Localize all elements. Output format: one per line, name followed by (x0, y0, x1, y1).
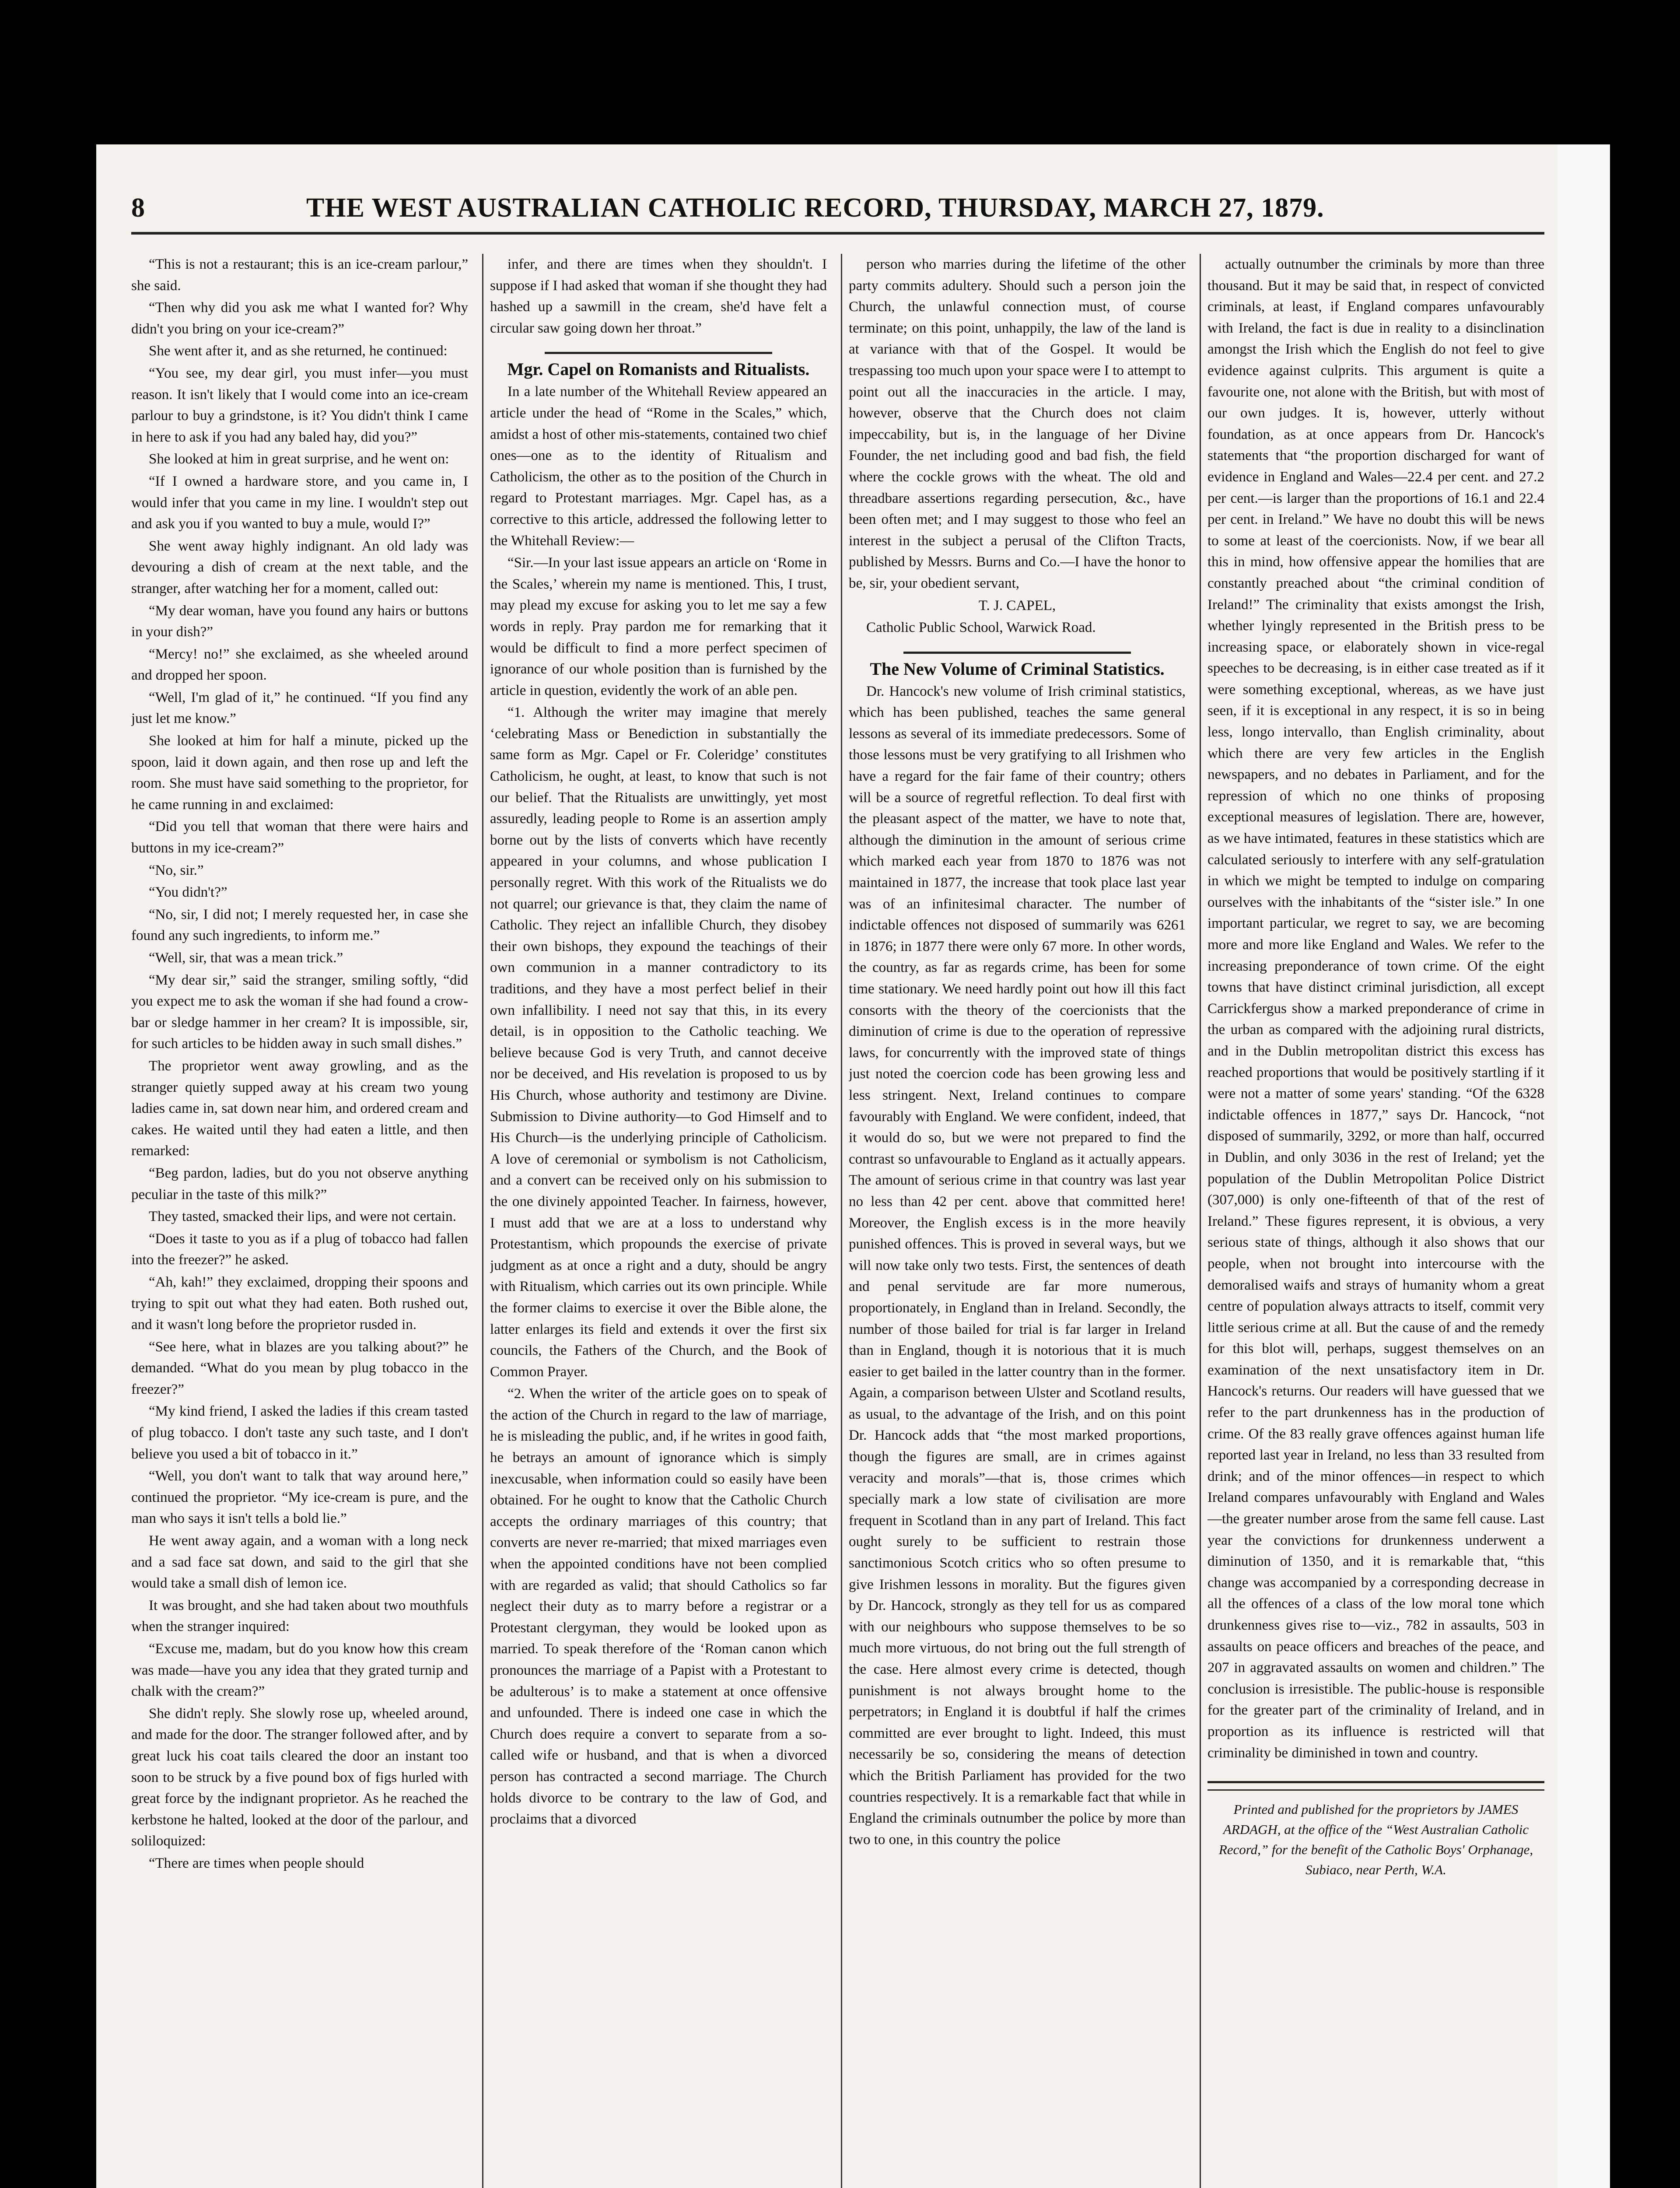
column-3 (849, 254, 1186, 2188)
paragraph: “2. When the writer of the article goes on to speak of the action of the Church in regard to the law of marriage, he is misleading the public, and, if he writes in good faith, he betrays an amount of ignorance which is simply inexcusable, when information could so easily have been obtained. For he ought to know that the Catholic Church accepts the ordinary marriages of this country; that converts are never re-married; that mixed marriages even when the appointed conditions have not been complied with are regarded as valid; that should Catholics so far neglect their duty as to marry before a registrar or a Protestant clergyman, they would be looked upon as married. To speak therefore of the ‘Roman canon which pronounces the marriage of a Papist with a Protestant to be adulterous’ is to make a statement at once offensive and unfounded. There is indeed one case in which the Church does require a convert to separate from a so-called wife or husband, and that is when a divorced person has contracted a second marriage. The Church holds divorce to be contrary to the law of God, and proclaims that a divorced (490, 1386, 827, 1827)
paragraph: “Did you tell that woman that there were hairs and buttons in my ice-cream?” (131, 819, 468, 856)
paragraph: She didn't reply. She slowly rose up, wheeled around, and made for the door. The stranger followed after, and by great luck his coat tails cleared the door an instant too soon to be struck by a five pound box of figs hurled with great force by the indignant proprietor. As he reached the kerbstone he halted, looked at the door of the parlour, and soliloquized: (131, 1705, 468, 1849)
columns (131, 254, 1544, 2188)
paragraph: He went away again, and a woman with a long neck and a sad face sat down, and said to the girl that she would take a small dish of lemon ice. (131, 1533, 468, 1592)
paragraph: They tasted, smacked their lips, and were not certain. (149, 1209, 456, 1225)
paragraph: person who marries during the lifetime of the other party commits adultery. Should such a person join the Church, the unlawful connection must, of course terminate; on this point, unhappily, the law of the land is at variance with that of the Gospel. It would be trespassing too much upon your space were I to attempt to point out all the inaccuracies in the article. I may, however, observe that the Church does not claim impeccability, but is, in the language of her Divine Founder, the net including good and bad fish, the field where the cockle grows with the wheat. The old and threadbare assertions regarding persecution, &c., have been often met; and I may suggest to those who feel an interest in the subject a perusal of the Clifton Tracts, published by Messrs. Burns and Co.—I have the honor to be, sir, your obedient servant, (849, 256, 1186, 591)
paragraph: “If I owned a hardware store, and you came in, I would infer that you came in my line. I wouldn't step out and ask you if you wanted to buy a mule, would I?” (131, 473, 468, 532)
paragraph: “Ah, kah!” they exclaimed, dropping their spoons and trying to spit out what they had eaten. Both rushed out, and it wasn't long before the proprietor rusded in. (131, 1274, 468, 1333)
paragraph: “1. Although the writer may imagine that merely ‘celebrating Mass or Benediction in substantially the same form as Mgr. Capel or Fr. Coleridge’ constitutes Catholicism, he ought, at least, to know that such is not our belief. That the Ritualists are unwittingly, yet most assuredly, leading people to Rome is an assertion amply borne out by the lists of converts which have recently appeared in your columns, and whose publication I personally regret. With this work of the Ritualists we do not quarrel; our grievance is that, they claim the name of Catholic. They reject an infallible Church, they disobey their own bishops, they expound the teachings of their own communion in a manner contradictory to its traditions, and they have a most perfect belief in their own infallibility. I need not say that this, in its every detail, is in opposition to the Catholic teaching. We believe because God is very Truth, and cannot deceive nor be deceived, and His revelation is proposed to us by His Church, whose authority and testimony are Divine. Submission to Divine authority—to God Himself and to His Church—is the underlying principle of Catholicism. A love of ceremonial or symbolism is not Catholicism, and a convert can be received only on his submission to the one divinely appointed Teacher. In fairness, however, I must add that we are at a loss to understand why Protestantism, which propounds the exercise of private judgment as at once a right and a duty, should be angry with Ritualism, which carries out its own principle. While the former claims to exercise it over the Bible alone, the latter enlarges its field and extends it over the first six councils, the Fathers of the Church, and the Book of Common Prayer. (490, 705, 827, 1380)
paragraph: “Excuse me, madam, but do you know how this cream was made—have you any idea that they grated turnip and chalk with the cream?” (131, 1641, 468, 1700)
paragraph: “Well, sir, that was a mean trick.” (149, 950, 343, 966)
paragraph: “Well, you don't want to talk that way around here,” continued the proprietor. “My ice-cream is pure, and the man who says it isn't tells a bold lie.” (131, 1468, 468, 1527)
imprint: Printed and published for the proprietors by JAMES ARDAGH, at the office of the “West Australian Catholic Record,” for the benefit of the Catholic Boys' Orphanage, Subiaco, near Perth, W.A. (1218, 1802, 1533, 1878)
letter-address: Catholic Public School, Warwick Road. (866, 620, 1096, 636)
paragraph: “Does it taste to you as if a plug of tobacco had fallen into the freezer?” he asked. (131, 1231, 468, 1268)
paragraph: “No, sir.” (149, 862, 204, 878)
article-heading: Mgr. Capel on Romanists and Ritualists. (507, 359, 810, 379)
paragraph: She looked at him for half a minute, picked up the spoon, laid it down again, and then rose up and left the room. She must have said something to the proprietor, for he came running in and exclaimed: (131, 733, 468, 813)
paragraph: “See here, what in blazes are you talking about?” he demanded. “What do you mean by plug tobacco in the freezer?” (131, 1339, 468, 1397)
paragraph: “Mercy! no!” she exclaimed, as she wheeled around and dropped her spoon. (131, 646, 468, 684)
paragraph: actually outnumber the criminals by more than three thousand. But it may be said that, in respect of convicted criminals, at least, if England compares unfavourably with Ireland, the fact is due in reality to a disinclination amongst the Irish which the English do not feel to give evidence against culprits. This argument is quite a favourite one, not alone with the British, but with most of our own judges. It is, however, utterly without foundation, as at once appears from Dr. Hancock's statements that “the proportion discharged for want of evidence in England and Wales—22.4 per cent. and 27.2 per cent.—is larger than the proportions of 16.1 and 22.4 per cent. in Ireland.” We have no doubt this will be news to some at least of the coercionists. Now, if we bear all this in mind, how offensive appear the homilies that are constantly preached about “the criminal condition of Ireland!” The criminality that exists amongst the Irish, whether lyingly represented in the British press to be increasing space, or elaborately shown in vice-regal speeches to be decreasing, is in either case treated as if it were something exceptional, whereas, as we have just seen, if it is exceptional in any respect, it is so in being less, longo intervallo, than English criminality, about which there are very few articles in the English newspapers, and no debates in Parliament, and for the repression of which no one thinks of proposing exceptional measures of legislation. There are, however, as we have intimated, features in these statistics which are calculated seriously to interfere with any self-gratulation in which we might be tempted to indulge on comparing ourselves with the inhabitants of the “sister isle.” In one important particular, we regret to say, we are becoming more and more like England and Wales. We refer to the increasing preponderance of town crime. Of the eight towns that have distinct criminal jurisdiction, all except Carrickfergus show a marked preponderance of crime in the urban as compared with the adjoining rural districts, and in the Dublin metropolitan district this excess has reached proportions that would be positively startling if it were not a matter of some years' standing. “Of the 6328 indictable offences in 1877,” says Dr. Hancock, “not disposed of summarily, 3292, or more than half, occurred in Dublin, and only 3036 in the rest of Ireland; yet the population of the Dublin Metropolitan Police District (307,000) is only one-fifteenth of that of the rest of Ireland.” These figures represent, it is obvious, a very serious state of things, although it also shows that our people, when not brought into intercourse with the demoralised waifs and strays of humanity whom a great centre of population always attracts to itself, commit very little serious crime at all. But the cause of and the remedy for this blot will, perhaps, suggest themselves on an examination of the next unsatisfactory item in Dr. Hancock's returns. Our readers will have guessed that we refer to the part drunkenness has in the production of crime. Of the 83 really grave offences against human life reported last year in Ireland, no less than 33 resulted from drink; and of the minor offences—in respect to which Ireland compares unfavourably with England and Wales—the greater number arose from the same fell cause. Last year the convictions for drunkenness underwent a diminution of 1350, and it is remarkable that, “this change was accompanied by a corresponding decrease in all the offences of a class of the low moral tone which drunkenness gives rise to—viz., 782 in assaults, 503 in assaults on peace officers and breaches of the peace, and 207 in aggravated assaults on women and children.” The conclusion is irresistible. The public-house is responsible for the greater part of the criminality of Ireland, and in proportion as its influence is restricted will that criminality be diminished in town and country. (1208, 256, 1544, 1761)
paragraph: “There are times when people should (149, 1855, 364, 1871)
column-rule (841, 254, 842, 2188)
paragraph: Dr. Hancock's new volume of Irish criminal statistics, which has been published, teaches the same general lessons as several of its immediate predecessors. Some of those lessons must be very gratifying to all Irishmen who have a regard for the fair fame of their country; others will be a source of regretful reflection. To deal first with the pleasant aspect of the matter, we have to note that, although the diminution in the amount of serious crime which marked each year from 1870 to 1876 was not maintained in 1877, the increase that took place last year was of an infinitesimal character. The number of indictable offences not disposed of summarily was 6261 in 1876; in 1877 there were only 67 more. In other words, the country, as far as regards crime, has been for some time stationary. We need hardly point out how ill this fact consorts with the theory of the coercionists that the diminution of crime is due to the operation of repressive laws, for concurrently with the improved state of things just noted the coercion code has been growing less and less stringent. Next, Ireland continues to compare favourably with England. We were confident, indeed, that it would do so, but we were not prepared to find the contrast so unfavourable to England as it actually appears. The amount of serious crime in that country was last year no less than 42 per cent. above that committed here! Moreover, the English excess is in the more heavily punished offences. This is proved in several ways, but we will now take only two tests. First, the sentences of death and penal servitude are far more numerous, proportionately, in England than in Ireland. Secondly, the number of those bailed for trial is far larger in Ireland than in England, though it is notorious that it is much easier to get bailed in the latter country than in the former. Again, a comparison between Ulster and Scotland results, as usual, to the advantage of the Irish, and on this point Dr. Hancock adds that “the most marked proportions, though the figures are small, are in crimes against veracity and morals”—that is, those crimes which specially mark a low state of civilisation are more frequent in Scotland than in any part of Ireland. This fact ought surely to be sufficient to restrain those sanctimonious Scotch critics who so often presume to give Irishmen lessons in morality. But the figures given by Dr. Hancock, strongly as they tell for us as compared with our neighbours who suppose themselves to be so much more virtuous, do not bring out the full strength of the case. Here almost every crime is detected, though punishment is not always brought home to the perpetrators; in England it is doubtful if half the crimes committed are ever brought to light. Indeed, this must necessarily be so, considering the means of detection which the British Parliament has provided for the two countries respectively. It is a remarkable fact that while in England the criminals outnumber the police by more than two to one, in this country the police (849, 683, 1186, 1848)
page-edge (1558, 144, 1610, 2188)
paragraph: In a late number of the Whitehall Review appeared an article under the head of “Rome in the Scales,” which, amidst a host of other mis-statements, contained two chief ones—one as to the identity of Ritualism and Catholicism, the other as to the position of the Church in regard to Protestant marriages. Mgr. Capel has, as a corrective to this article, addressed the following letter to the Whitehall Review:— (490, 384, 827, 549)
section-divider (545, 352, 772, 354)
paragraph: “You didn't?” (149, 884, 228, 901)
paragraph: “My dear sir,” said the stranger, smiling softly, “did you expect me to ask the woman if she had found a crow-bar or sledge hammer in her cream? It is impossible, sir, for such articles to be hidden away in such small dishes.” (131, 972, 468, 1052)
paragraph: infer, and there are times when they shouldn't. I suppose if I had asked that woman if she thought they had hashed up a sawmill in the cream, she'd have felt a circular saw going down her throat.” (490, 256, 827, 336)
article-heading: The New Volume of Criminal Statistics. (870, 659, 1165, 679)
column-4 (1208, 254, 1544, 2188)
page-number: 8 (131, 193, 145, 223)
paragraph: She went away highly indignant. An old lady was devouring a dish of cream at the next table, and the stranger, after watching her for a moment, called out: (131, 538, 468, 596)
column-rule (1200, 254, 1201, 2188)
column-rule (482, 254, 483, 2188)
paragraph: It was brought, and she had taken about two mouthfuls when the stranger inquired: (131, 1597, 468, 1635)
paragraph: She looked at him in great surprise, and he went on: (149, 451, 449, 467)
paragraph: “You see, my dear girl, you must infer—you must reason. It isn't likely that I would come into an ice-cream parlour to buy a grindstone, is it? You didn't think I came in here to ask if you had any baled hay, did you?” (131, 365, 468, 445)
paragraph: She went after it, and as she returned, he continued: (149, 343, 448, 359)
column-2 (490, 254, 827, 2188)
paragraph: “No, sir, I did not; I merely requested her, in case she found any such ingredients, to inform me.” (131, 906, 468, 944)
paragraph: “This is not a restaurant; this is an ice-cream parlour,” she said. (131, 256, 468, 294)
paragraph: The proprietor went away growling, and as the stranger quietly supped away at his cream two young ladies came in, sat down near him, and ordered cream and cakes. He waited until they had eaten a little, and then remarked: (131, 1058, 468, 1159)
paragraph: “My dear woman, have you found any hairs or buttons in your dish?” (131, 603, 468, 640)
column-1 (131, 254, 468, 2188)
paragraph: “Sir.—In your last issue appears an article on ‘Rome in the Scales,’ wherein my name is mentioned. This, I trust, may plead my excuse for asking you to let me say a few words in reply. Pray pardon me for remarking that it would be difficult to find a more perfect specimen of ignorance of our whole position than is furnished by the article in question, evidently the work of an able pen. (490, 555, 827, 698)
masthead (131, 193, 1544, 235)
paragraph: “My kind friend, I asked the ladies if this cream tasted of plug tobacco. I don't taste any such taste, and I don't believe you used a bit of tobacco in it.” (131, 1403, 468, 1462)
paragraph: “Well, I'm glad of it,” he continued. “If you find any just let me know.” (131, 689, 468, 727)
imprint-rule (1208, 1789, 1544, 1791)
section-divider (903, 652, 1131, 654)
paragraph: “Beg pardon, ladies, but do you not observe anything peculiar in the taste of this milk?” (131, 1165, 468, 1203)
newspaper-title: THE WEST AUSTRALIAN CATHOLIC RECORD, THURSDAY, MARCH 27, 1879. (306, 193, 1324, 223)
imprint-rule (1208, 1781, 1544, 1783)
letter-signature: T. J. CAPEL, (978, 597, 1056, 614)
paragraph: “Then why did you ask me what I wanted for? Why didn't you bring on your ice-cream?” (131, 300, 468, 337)
